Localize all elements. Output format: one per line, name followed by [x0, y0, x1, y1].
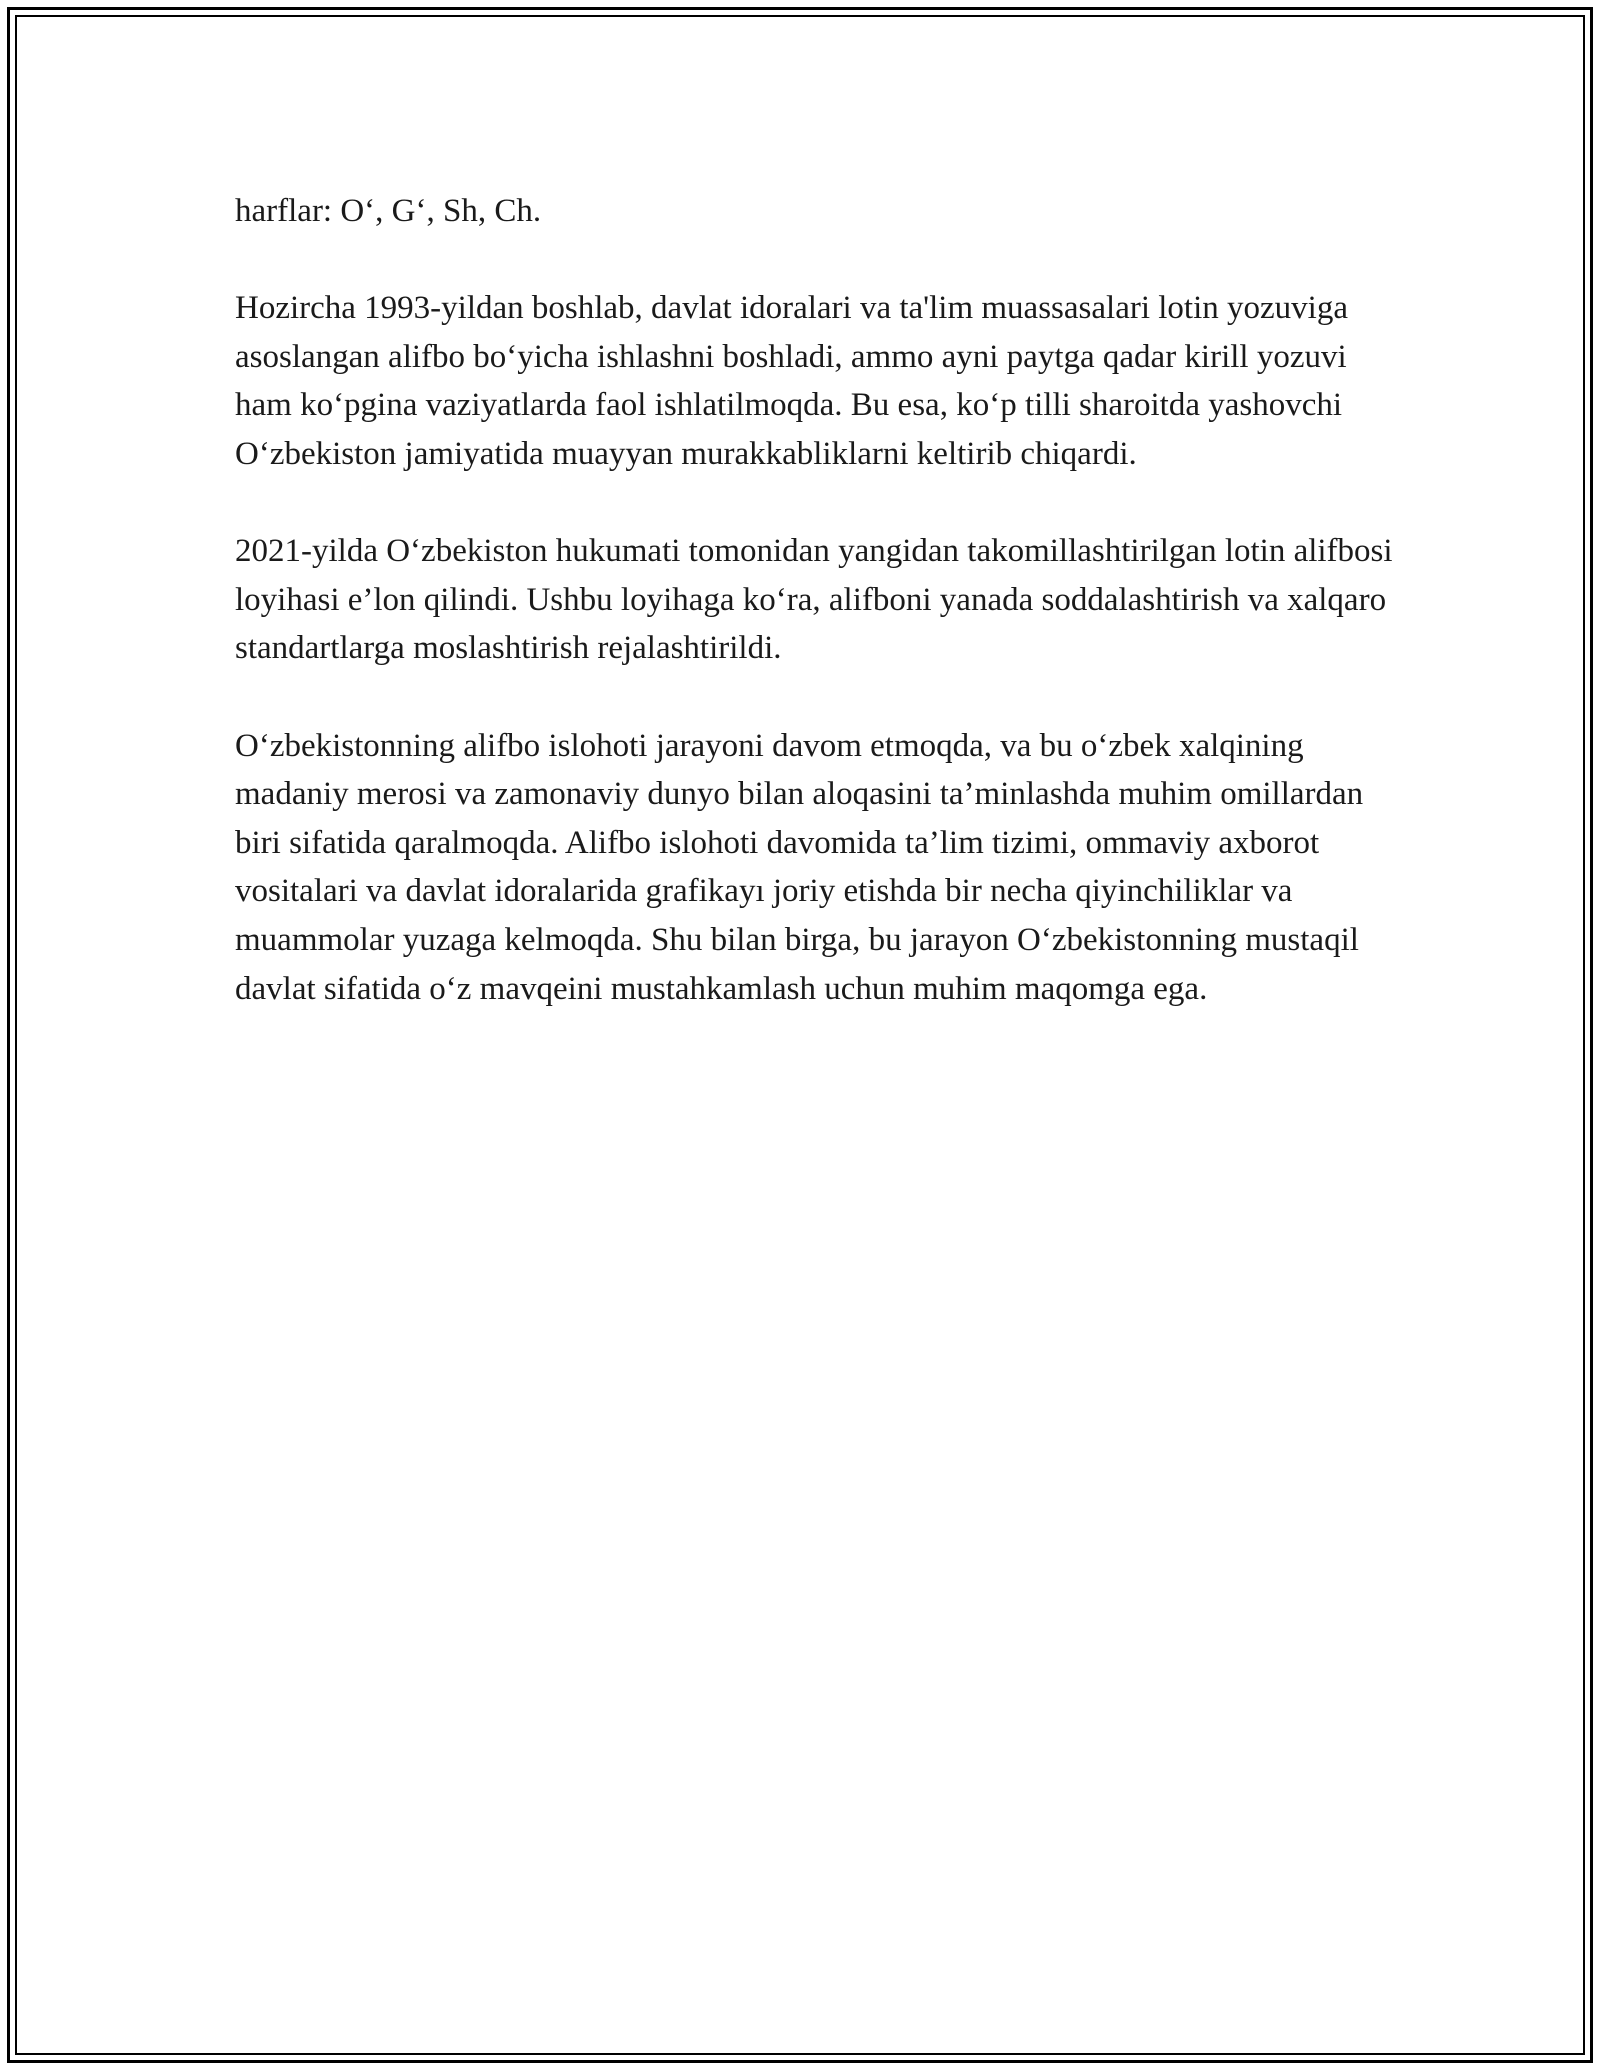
paragraph-1993: Hozircha 1993-yildan boshlab, davlat idoralari va ta'lim muassasalari lotin yozuviga asoslangan alifbo bo‘yicha ishlashni boshladi, ammo ayni paytga qadar kirill yozuvi ham ko‘pgina vaziyatlarda faol ishlatilmoqda. Bu esa, ko‘p tilli sharoitda yashovchi O‘zbekiston jamiyatida muayyan murakkabliklarni keltirib chiqardi.	[235, 290, 1348, 472]
paragraph-letters: harflar: O‘, G‘, Sh, Ch.	[235, 193, 542, 229]
paragraph-reform: O‘zbekistonning alifbo islohoti jarayoni davom etmoqda, va bu o‘zbek xalqining madaniy merosi va zamonaviy dunyo bilan aloqasini ta’minlashda muhim omillardan biri sifatida qaralmoqda. Alifbo islohoti davomida ta’lim tizimi, ommaviy axborot vositalari va davlat idoralarida grafikayı joriy etishda bir necha qiyinchiliklar va muammolar yuzaga kelmoqda. Shu bilan birga, bu jarayon O‘zbekistonning mustaqil davlat sifatida o‘z mavqeini mustahkamlash uchun muhim maqomga ega.	[235, 727, 1364, 1007]
document-body	[235, 187, 1395, 1062]
paragraph-2021: 2021-yilda O‘zbekiston hukumati tomonidan yangidan takomillashtirilgan lotin alifbosi loyihasi e’lon qilindi. Ushbu loyihaga ko‘ra, alifboni yanada soddalashtirish va xalqaro standartlarga moslashtirish rejalashtirildi.	[235, 533, 1393, 667]
